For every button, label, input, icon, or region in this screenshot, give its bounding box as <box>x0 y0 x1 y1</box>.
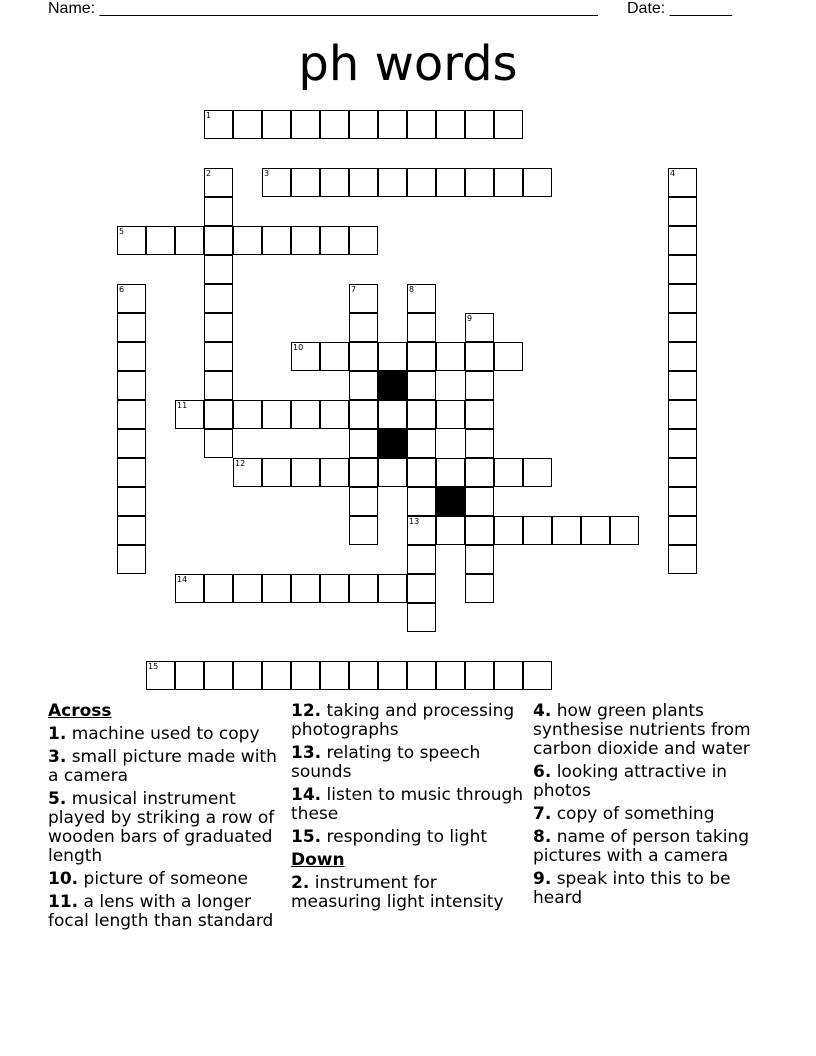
grid-cell[interactable] <box>668 255 697 284</box>
grid-cell[interactable] <box>320 226 349 255</box>
grid-cell[interactable] <box>523 458 552 487</box>
grid-cell[interactable] <box>436 516 465 545</box>
grid-cell[interactable] <box>349 661 378 690</box>
clue-text: speak into this to be heard <box>533 869 731 908</box>
grid-cell[interactable] <box>204 313 233 342</box>
clue-number-label: 12. <box>291 701 322 721</box>
clue-number-label: 7. <box>533 804 552 824</box>
grid-cell[interactable] <box>378 110 407 139</box>
grid-cell[interactable] <box>465 400 494 429</box>
grid-cell[interactable] <box>117 313 146 342</box>
clue-text: a lens with a longer focal length than standard <box>48 892 274 931</box>
name-field: Name: ________________________________________________________ <box>48 0 598 17</box>
grid-cell[interactable] <box>233 661 262 690</box>
grid-cell[interactable] <box>291 226 320 255</box>
clue-number-label: 1. <box>48 724 67 744</box>
grid-cell[interactable] <box>465 168 494 197</box>
grid-cell[interactable] <box>146 226 175 255</box>
grid-cell[interactable] <box>349 574 378 603</box>
grid-cell[interactable] <box>436 458 465 487</box>
grid-cell[interactable] <box>204 255 233 284</box>
clue-item <box>533 805 773 824</box>
black-square <box>378 429 407 458</box>
grid-cell[interactable] <box>494 342 523 371</box>
clue-number-label: 10. <box>48 869 79 889</box>
clue-number: 7 <box>351 285 357 294</box>
grid-cell[interactable] <box>378 342 407 371</box>
grid-cell[interactable] <box>494 516 523 545</box>
clue-number-label: 9. <box>533 869 552 889</box>
clue-number-label: 2. <box>291 873 310 893</box>
clue-text: relating to speech sounds <box>291 743 481 782</box>
grid-cell[interactable] <box>465 458 494 487</box>
grid-cell[interactable] <box>204 284 233 313</box>
clue-text: small picture made with a camera <box>48 747 277 786</box>
grid-cell[interactable] <box>233 110 262 139</box>
clue-item <box>533 763 773 801</box>
grid-cell[interactable] <box>523 168 552 197</box>
grid-cell[interactable] <box>117 458 146 487</box>
grid-cell[interactable] <box>320 661 349 690</box>
grid-cell[interactable] <box>668 487 697 516</box>
grid-cell[interactable] <box>407 603 436 632</box>
clue-number: 14 <box>177 575 188 584</box>
clue-number-label: 3. <box>48 747 67 767</box>
grid-cell[interactable] <box>668 458 697 487</box>
clue-text: how green plants synthesise nutrients from carbon dioxide and water <box>533 701 751 759</box>
black-square <box>436 487 465 516</box>
grid-cell[interactable] <box>320 168 349 197</box>
grid-cell[interactable] <box>668 371 697 400</box>
clue-text: machine used to copy <box>66 724 260 744</box>
grid-cell[interactable] <box>436 661 465 690</box>
grid-cell[interactable] <box>407 487 436 516</box>
grid-cell[interactable] <box>494 168 523 197</box>
grid-cell[interactable] <box>436 168 465 197</box>
grid-cell[interactable] <box>407 371 436 400</box>
grid-cell[interactable] <box>117 429 146 458</box>
clue-number-label: 13. <box>291 743 322 763</box>
grid-cell[interactable] <box>291 168 320 197</box>
grid-cell[interactable] <box>349 313 378 342</box>
clue-number: 2 <box>206 169 212 178</box>
grid-cell[interactable] <box>320 400 349 429</box>
grid-cell[interactable] <box>668 226 697 255</box>
grid-cell[interactable] <box>436 342 465 371</box>
clue-number-label: 6. <box>533 762 552 782</box>
grid-cell[interactable] <box>465 516 494 545</box>
grid-cell[interactable] <box>233 226 262 255</box>
grid-cell[interactable] <box>349 110 378 139</box>
clue-text: musical instrument played by striking a row of wooden bars of graduated length <box>48 789 275 866</box>
clue-number-label: 4. <box>533 701 552 721</box>
grid-cell[interactable] <box>117 487 146 516</box>
grid-cell[interactable] <box>465 429 494 458</box>
grid-cell[interactable] <box>668 197 697 226</box>
grid-cell[interactable] <box>523 516 552 545</box>
grid-cell[interactable] <box>407 400 436 429</box>
across-heading: Across <box>48 701 112 721</box>
clue-text: copy of something <box>551 804 715 824</box>
clue-item <box>291 702 527 740</box>
clue-number: 8 <box>409 285 415 294</box>
grid-cell[interactable] <box>552 516 581 545</box>
date-field: Date: _______ <box>627 0 732 17</box>
clues-column-1 <box>48 702 284 935</box>
grid-cell[interactable] <box>668 545 697 574</box>
grid-cell[interactable] <box>117 516 146 545</box>
grid-cell[interactable] <box>465 371 494 400</box>
clue-item <box>48 725 284 744</box>
clue-text: looking attractive in photos <box>533 762 728 801</box>
grid-cell[interactable] <box>262 226 291 255</box>
grid-cell[interactable] <box>291 110 320 139</box>
grid-cell[interactable] <box>378 458 407 487</box>
clue-number: 12 <box>235 459 246 468</box>
grid-cell[interactable] <box>668 429 697 458</box>
clue-number: 13 <box>409 517 420 526</box>
grid-cell[interactable] <box>117 400 146 429</box>
grid-cell[interactable] <box>378 400 407 429</box>
grid-cell[interactable] <box>291 400 320 429</box>
clue-number: 5 <box>119 227 125 236</box>
grid-cell[interactable] <box>291 661 320 690</box>
grid-cell[interactable] <box>204 661 233 690</box>
grid-cell[interactable] <box>117 342 146 371</box>
grid-cell[interactable] <box>668 342 697 371</box>
grid-cell[interactable] <box>436 110 465 139</box>
grid-cell[interactable] <box>204 226 233 255</box>
grid-cell[interactable] <box>117 371 146 400</box>
grid-cell[interactable] <box>465 342 494 371</box>
clue-item <box>291 786 527 824</box>
grid-cell[interactable] <box>291 574 320 603</box>
page-title: ph words <box>298 36 518 92</box>
grid-cell[interactable] <box>494 458 523 487</box>
grid-cell[interactable] <box>465 574 494 603</box>
down-heading: Down <box>291 850 345 870</box>
clue-number: 15 <box>148 662 159 671</box>
clue-number: 11 <box>177 401 188 410</box>
grid-cell[interactable] <box>204 342 233 371</box>
grid-cell[interactable] <box>378 574 407 603</box>
grid-cell[interactable] <box>349 371 378 400</box>
grid-cell[interactable] <box>436 400 465 429</box>
clue-item <box>533 870 773 908</box>
grid-cell[interactable] <box>349 458 378 487</box>
clue-number: 1 <box>206 111 212 120</box>
grid-cell[interactable] <box>349 400 378 429</box>
grid-cell[interactable] <box>494 110 523 139</box>
grid-cell[interactable] <box>465 545 494 574</box>
grid-cell[interactable] <box>175 661 204 690</box>
grid-cell[interactable] <box>407 168 436 197</box>
grid-cell[interactable] <box>407 574 436 603</box>
clue-item <box>48 790 284 866</box>
grid-cell[interactable] <box>204 574 233 603</box>
clue-item <box>48 870 284 889</box>
grid-cell[interactable] <box>407 661 436 690</box>
grid-cell[interactable] <box>262 110 291 139</box>
clue-number: 10 <box>293 343 304 352</box>
clue-number-label: 14. <box>291 785 322 805</box>
grid-cell[interactable] <box>407 110 436 139</box>
grid-cell[interactable] <box>610 516 639 545</box>
grid-cell[interactable] <box>204 429 233 458</box>
grid-cell[interactable] <box>668 516 697 545</box>
clue-number-label: 15. <box>291 827 322 847</box>
grid-cell[interactable] <box>262 400 291 429</box>
clue-item <box>533 828 773 866</box>
grid-cell[interactable] <box>523 661 552 690</box>
grid-cell[interactable] <box>465 110 494 139</box>
clue-item <box>291 744 527 782</box>
grid-cell[interactable] <box>407 429 436 458</box>
grid-cell[interactable] <box>262 661 291 690</box>
clue-number: 6 <box>119 285 125 294</box>
grid-cell[interactable] <box>320 458 349 487</box>
grid-cell[interactable] <box>668 284 697 313</box>
grid-cell[interactable] <box>291 458 320 487</box>
grid-cell[interactable] <box>378 661 407 690</box>
clue-item <box>533 702 773 759</box>
grid-cell[interactable] <box>349 226 378 255</box>
grid-cell[interactable] <box>349 516 378 545</box>
clue-text: instrument for measuring light intensity <box>291 873 504 912</box>
grid-cell[interactable] <box>349 429 378 458</box>
clue-text: name of person taking pictures with a camera <box>533 827 749 866</box>
clue-text: taking and processing photographs <box>291 701 515 740</box>
grid-cell[interactable] <box>407 545 436 574</box>
grid-cell[interactable] <box>204 197 233 226</box>
clue-text: picture of someone <box>78 869 249 889</box>
grid-cell[interactable] <box>233 400 262 429</box>
clue-item <box>48 893 284 931</box>
grid-cell[interactable] <box>262 458 291 487</box>
grid-cell[interactable] <box>349 342 378 371</box>
clue-number: 4 <box>670 169 676 178</box>
clue-number-label: 11. <box>48 892 79 912</box>
grid-cell[interactable] <box>407 458 436 487</box>
clue-item <box>48 748 284 786</box>
clue-item <box>291 828 527 847</box>
grid-cell[interactable] <box>204 371 233 400</box>
clue-number: 9 <box>467 314 473 323</box>
grid-cell[interactable] <box>668 400 697 429</box>
grid-cell[interactable] <box>320 110 349 139</box>
grid-cell[interactable] <box>494 661 523 690</box>
clue-number-label: 8. <box>533 827 552 847</box>
clue-text: listen to music through these <box>291 785 524 824</box>
grid-cell[interactable] <box>117 545 146 574</box>
grid-cell[interactable] <box>233 574 262 603</box>
black-square <box>378 371 407 400</box>
grid-cell[interactable] <box>204 400 233 429</box>
clues-column-2 <box>291 702 527 916</box>
clues-column-3 <box>533 702 773 912</box>
grid-cell[interactable] <box>320 574 349 603</box>
grid-cell[interactable] <box>581 516 610 545</box>
grid-cell[interactable] <box>349 168 378 197</box>
grid-cell[interactable] <box>175 226 204 255</box>
grid-cell[interactable] <box>378 168 407 197</box>
clue-number-label: 5. <box>48 789 67 809</box>
clue-text: responding to light <box>321 827 488 847</box>
grid-cell[interactable] <box>668 313 697 342</box>
grid-cell[interactable] <box>262 574 291 603</box>
grid-cell[interactable] <box>349 487 378 516</box>
grid-cell[interactable] <box>465 487 494 516</box>
clue-item <box>291 874 527 912</box>
clue-number: 3 <box>264 169 270 178</box>
grid-cell[interactable] <box>320 342 349 371</box>
grid-cell[interactable] <box>407 342 436 371</box>
grid-cell[interactable] <box>407 313 436 342</box>
grid-cell[interactable] <box>465 661 494 690</box>
